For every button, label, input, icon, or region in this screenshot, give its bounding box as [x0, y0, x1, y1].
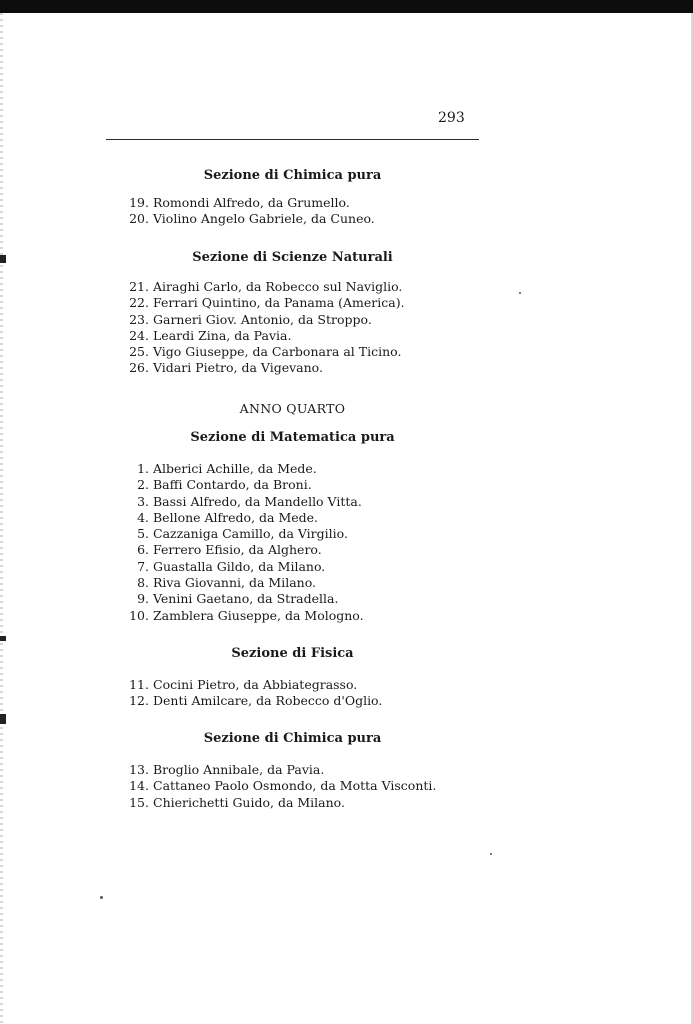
list-item — [120, 461, 364, 477]
item-number: 19. — [129, 195, 149, 210]
list-item — [120, 279, 405, 295]
item-text: Airaghi Carlo, da Robecco sul Naviglio. — [153, 279, 403, 294]
section-heading: Sezione di Matematica pura — [190, 430, 395, 445]
page-number: 293 — [438, 110, 465, 126]
section-heading: Sezione di Scienze Naturali — [192, 250, 393, 265]
list-item — [120, 608, 364, 624]
list-item — [120, 762, 436, 778]
list-item — [120, 295, 405, 311]
item-number: 7. — [137, 558, 149, 574]
item-number: 5. — [137, 526, 149, 542]
item-number: 11. — [129, 677, 149, 692]
list-item — [120, 510, 364, 526]
list-item — [120, 494, 364, 510]
scan-top-border — [0, 0, 693, 13]
item-text: Alberici Achille, da Mede. — [153, 461, 317, 476]
list-item — [120, 795, 436, 811]
student-list — [120, 279, 405, 377]
list-item — [120, 312, 405, 328]
list-item — [120, 575, 364, 591]
item-text: Venini Gaetano, da Stradella. — [153, 591, 339, 607]
list-item — [120, 677, 382, 693]
item-text: Cocini Pietro, da Abbiategrasso. — [153, 677, 358, 692]
item-number: 4. — [137, 509, 149, 525]
item-number: 9. — [137, 591, 149, 607]
scan-left-edge — [0, 13, 3, 1024]
item-number: 13. — [129, 762, 149, 777]
student-list — [120, 195, 375, 228]
item-number: 14. — [129, 778, 149, 794]
item-number: 25. — [129, 344, 149, 360]
list-item — [120, 360, 405, 376]
section-heading: Sezione di Chimica pura — [203, 731, 382, 746]
section-heading: Sezione di Fisica — [231, 646, 354, 661]
list-item — [120, 195, 375, 211]
item-text: Ferrero Efisio, da Alghero. — [153, 542, 322, 558]
item-text: Bassi Alfredo, da Mandello Vitta. — [153, 493, 362, 509]
item-number: 21. — [129, 279, 149, 294]
item-text: Violino Angelo Gabriele, da Cuneo. — [153, 211, 375, 227]
item-text: Vigo Giuseppe, da Carbonara al Ticino. — [153, 344, 402, 360]
list-item — [120, 542, 364, 558]
item-number: 8. — [137, 575, 149, 591]
item-number: 1. — [137, 461, 149, 476]
header-rule — [106, 139, 479, 140]
item-text: Zamblera Giuseppe, da Mologno. — [153, 607, 364, 623]
scan-speck — [519, 292, 521, 294]
item-text: Vidari Pietro, da Vigevano. — [153, 360, 323, 376]
item-text: Denti Amilcare, da Robecco d'Oglio. — [153, 693, 383, 709]
item-number: 15. — [129, 794, 149, 810]
item-text: Riva Giovanni, da Milano. — [153, 575, 316, 591]
list-item — [120, 778, 436, 794]
student-list — [120, 762, 436, 811]
item-text: Cattaneo Paolo Osmondo, da Motta Visconti. — [153, 778, 437, 794]
item-text: Ferrari Quintino, da Panama (America). — [153, 295, 405, 311]
item-number: 6. — [137, 542, 149, 558]
item-number: 20. — [129, 211, 149, 227]
item-number: 2. — [137, 477, 149, 493]
year-heading: ANNO QUARTO — [239, 401, 346, 416]
item-text: Baffi Contardo, da Broni. — [153, 477, 312, 493]
item-number: 22. — [129, 295, 149, 311]
scan-speck — [100, 896, 103, 899]
scan-edge-mark — [0, 255, 6, 263]
item-text: Bellone Alfredo, da Mede. — [153, 509, 319, 525]
item-text: Guastalla Gildo, da Milano. — [153, 558, 326, 574]
list-item — [120, 328, 405, 344]
list-item — [120, 693, 382, 709]
list-item — [120, 211, 375, 227]
item-text: Cazzaniga Camillo, da Virgilio. — [153, 526, 348, 542]
item-number: 12. — [129, 693, 149, 709]
item-number: 24. — [129, 327, 149, 343]
student-list — [120, 677, 382, 710]
item-text: Garneri Giov. Antonio, da Stroppo. — [153, 311, 372, 327]
item-number: 3. — [137, 493, 149, 509]
item-text: Chierichetti Guido, da Milano. — [153, 794, 345, 810]
item-text: Romondi Alfredo, da Grumello. — [153, 195, 350, 210]
list-item — [120, 344, 405, 360]
student-list — [120, 461, 364, 624]
list-item — [120, 526, 364, 542]
section-heading: Sezione di Chimica pura — [203, 168, 382, 183]
scan-edge-mark — [0, 636, 6, 641]
item-number: 23. — [129, 311, 149, 327]
item-number: 10. — [129, 607, 149, 623]
item-text: Broglio Annibale, da Pavia. — [153, 762, 325, 777]
item-text: Leardi Zina, da Pavia. — [153, 327, 292, 343]
list-item — [120, 477, 364, 493]
scan-speck — [490, 853, 492, 855]
item-number: 26. — [129, 360, 149, 376]
scan-edge-mark — [0, 714, 6, 724]
list-item — [120, 591, 364, 607]
list-item — [120, 559, 364, 575]
